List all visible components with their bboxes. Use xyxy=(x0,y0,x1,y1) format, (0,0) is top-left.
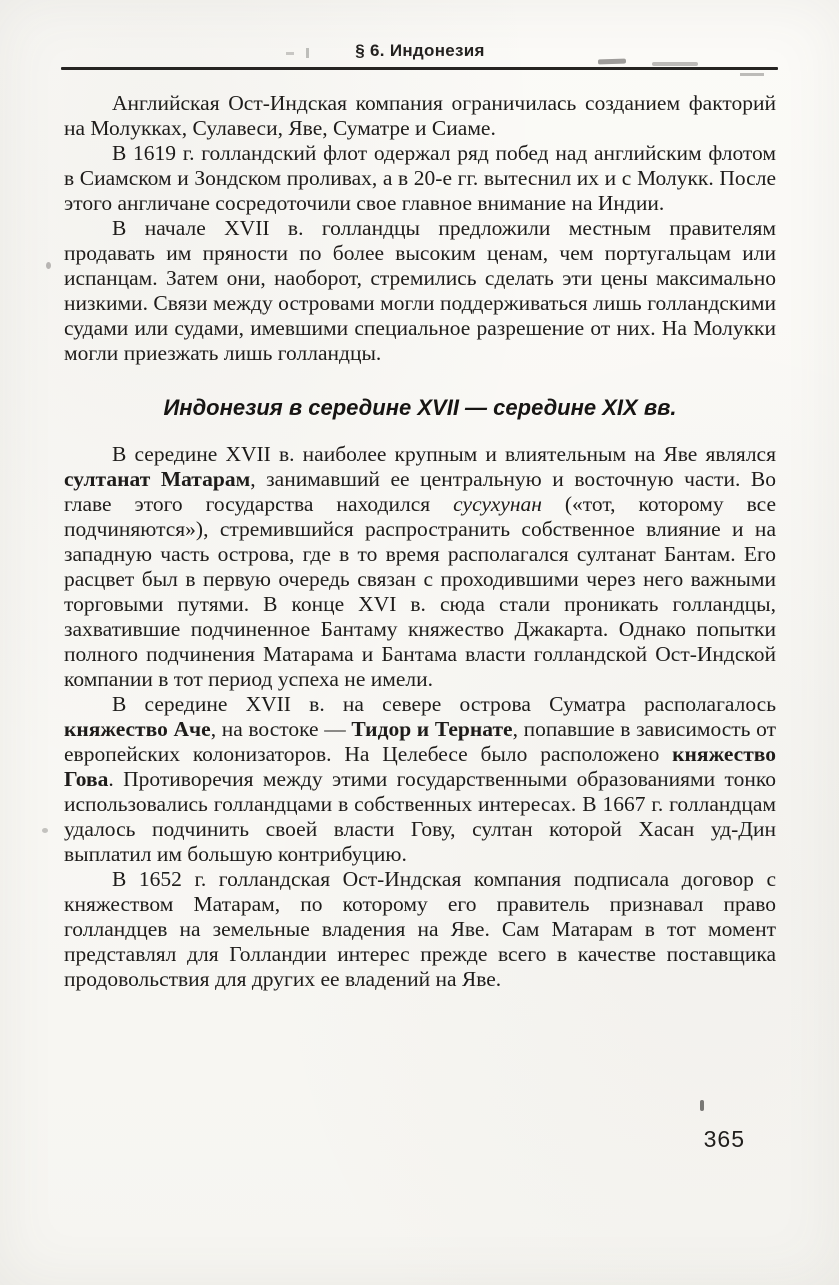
page-number: 365 xyxy=(703,1126,745,1152)
text-run: , попавшие в зависимость от европейских колонизаторов. На Целебесе было расположено xyxy=(64,717,777,766)
scan-artifact xyxy=(700,1100,704,1111)
emphasized-text: княжество Гова xyxy=(64,742,776,791)
paragraph xyxy=(64,141,776,216)
text-run: В середине XVII в. наиболее крупным и влиятельным на Яве являлся xyxy=(112,442,776,466)
paragraph xyxy=(64,91,776,141)
text-run: . Противоречия между этими государственными образованиями тонко использовались голландцами в собственных интересах. В 1667 г. голландцам удалось подчинить своей власти Гову, султан которой Хасан уд-Дин выплатил им большую контрибуцию. xyxy=(64,767,776,866)
text-run: , занимавший ее центральную и восточную части. Во главе этого государства находился xyxy=(64,467,776,516)
text-run: , на востоке — xyxy=(210,717,352,741)
text-run: В начале XVII в. голландцы предложили местным правителям продавать им пряности по более высоким ценам, чем португальцам или испанцам. Затем они, наоборот, стремились сделать эти цены максимально низкими. Связи между островами могли поддерживаться лишь голландскими судами или судами, имевшими специальное разрешение от них. На Молукки могли приезжать лишь голландцы. xyxy=(64,216,776,365)
text-column xyxy=(64,91,776,992)
header-rule xyxy=(61,67,778,70)
paragraph xyxy=(64,692,776,867)
emphasized-text: Тидор и Тернате xyxy=(351,717,513,741)
running-header: § 6. Индонезия xyxy=(355,41,485,60)
paragraph xyxy=(64,867,776,992)
scan-artifact xyxy=(740,73,764,76)
text-run: Индонезия в середине XVII — середине XIX вв. xyxy=(163,395,677,420)
scan-artifact xyxy=(652,62,698,66)
paragraph xyxy=(64,442,776,692)
text-run: В 1619 г. голландский флот одержал ряд побед над английским флотом в Сиамском и Зондском проливах, а в 20-е гг. вытеснил их и с Молукк. После этого англичане сосредоточили свое главное внимание на Индии. xyxy=(64,141,776,215)
text-run: В 1652 г. голландская Ост-Индская компания подписала договор с княжеством Матарам, по которому его правитель признавал право голландцев на земельные владения на Яве. Сам Матарам в тот момент представлял для Голландии интерес прежде всего в качестве поставщика продовольствия для других ее владений на Яве. xyxy=(64,867,776,991)
emphasized-text: сусухунан xyxy=(453,492,542,516)
text-run: Английская Ост-Индская компания ограничилась созданием факторий на Молукках, Сулавеси, Яве, Суматре и Сиаме. xyxy=(64,91,776,140)
scan-artifact xyxy=(42,828,48,833)
text-run: В середине XVII в. на севере острова Суматра располагалось xyxy=(112,692,776,716)
scan-artifact xyxy=(46,262,51,269)
text-run: («тот, которому все подчиняются»), стремившийся распространить собственное влияние и на западную часть острова, где в то время располагался султанат Бантам. Его расцвет был в первую очередь связан с проходившими через него важными торговыми путями. В конце XVI в. сюда стали проникать голландцы, захватившие подчиненное Бантаму княжество Джакарта. Однако попытки полного подчинения Матарама и Бантама власти голландской Ост-Индской компании в тот период успеха не имели. xyxy=(64,492,776,691)
section-heading xyxy=(64,393,776,423)
emphasized-text: султанат Матарам xyxy=(64,467,251,491)
emphasized-text: княжество Аче xyxy=(64,717,211,741)
paragraph xyxy=(64,216,776,366)
